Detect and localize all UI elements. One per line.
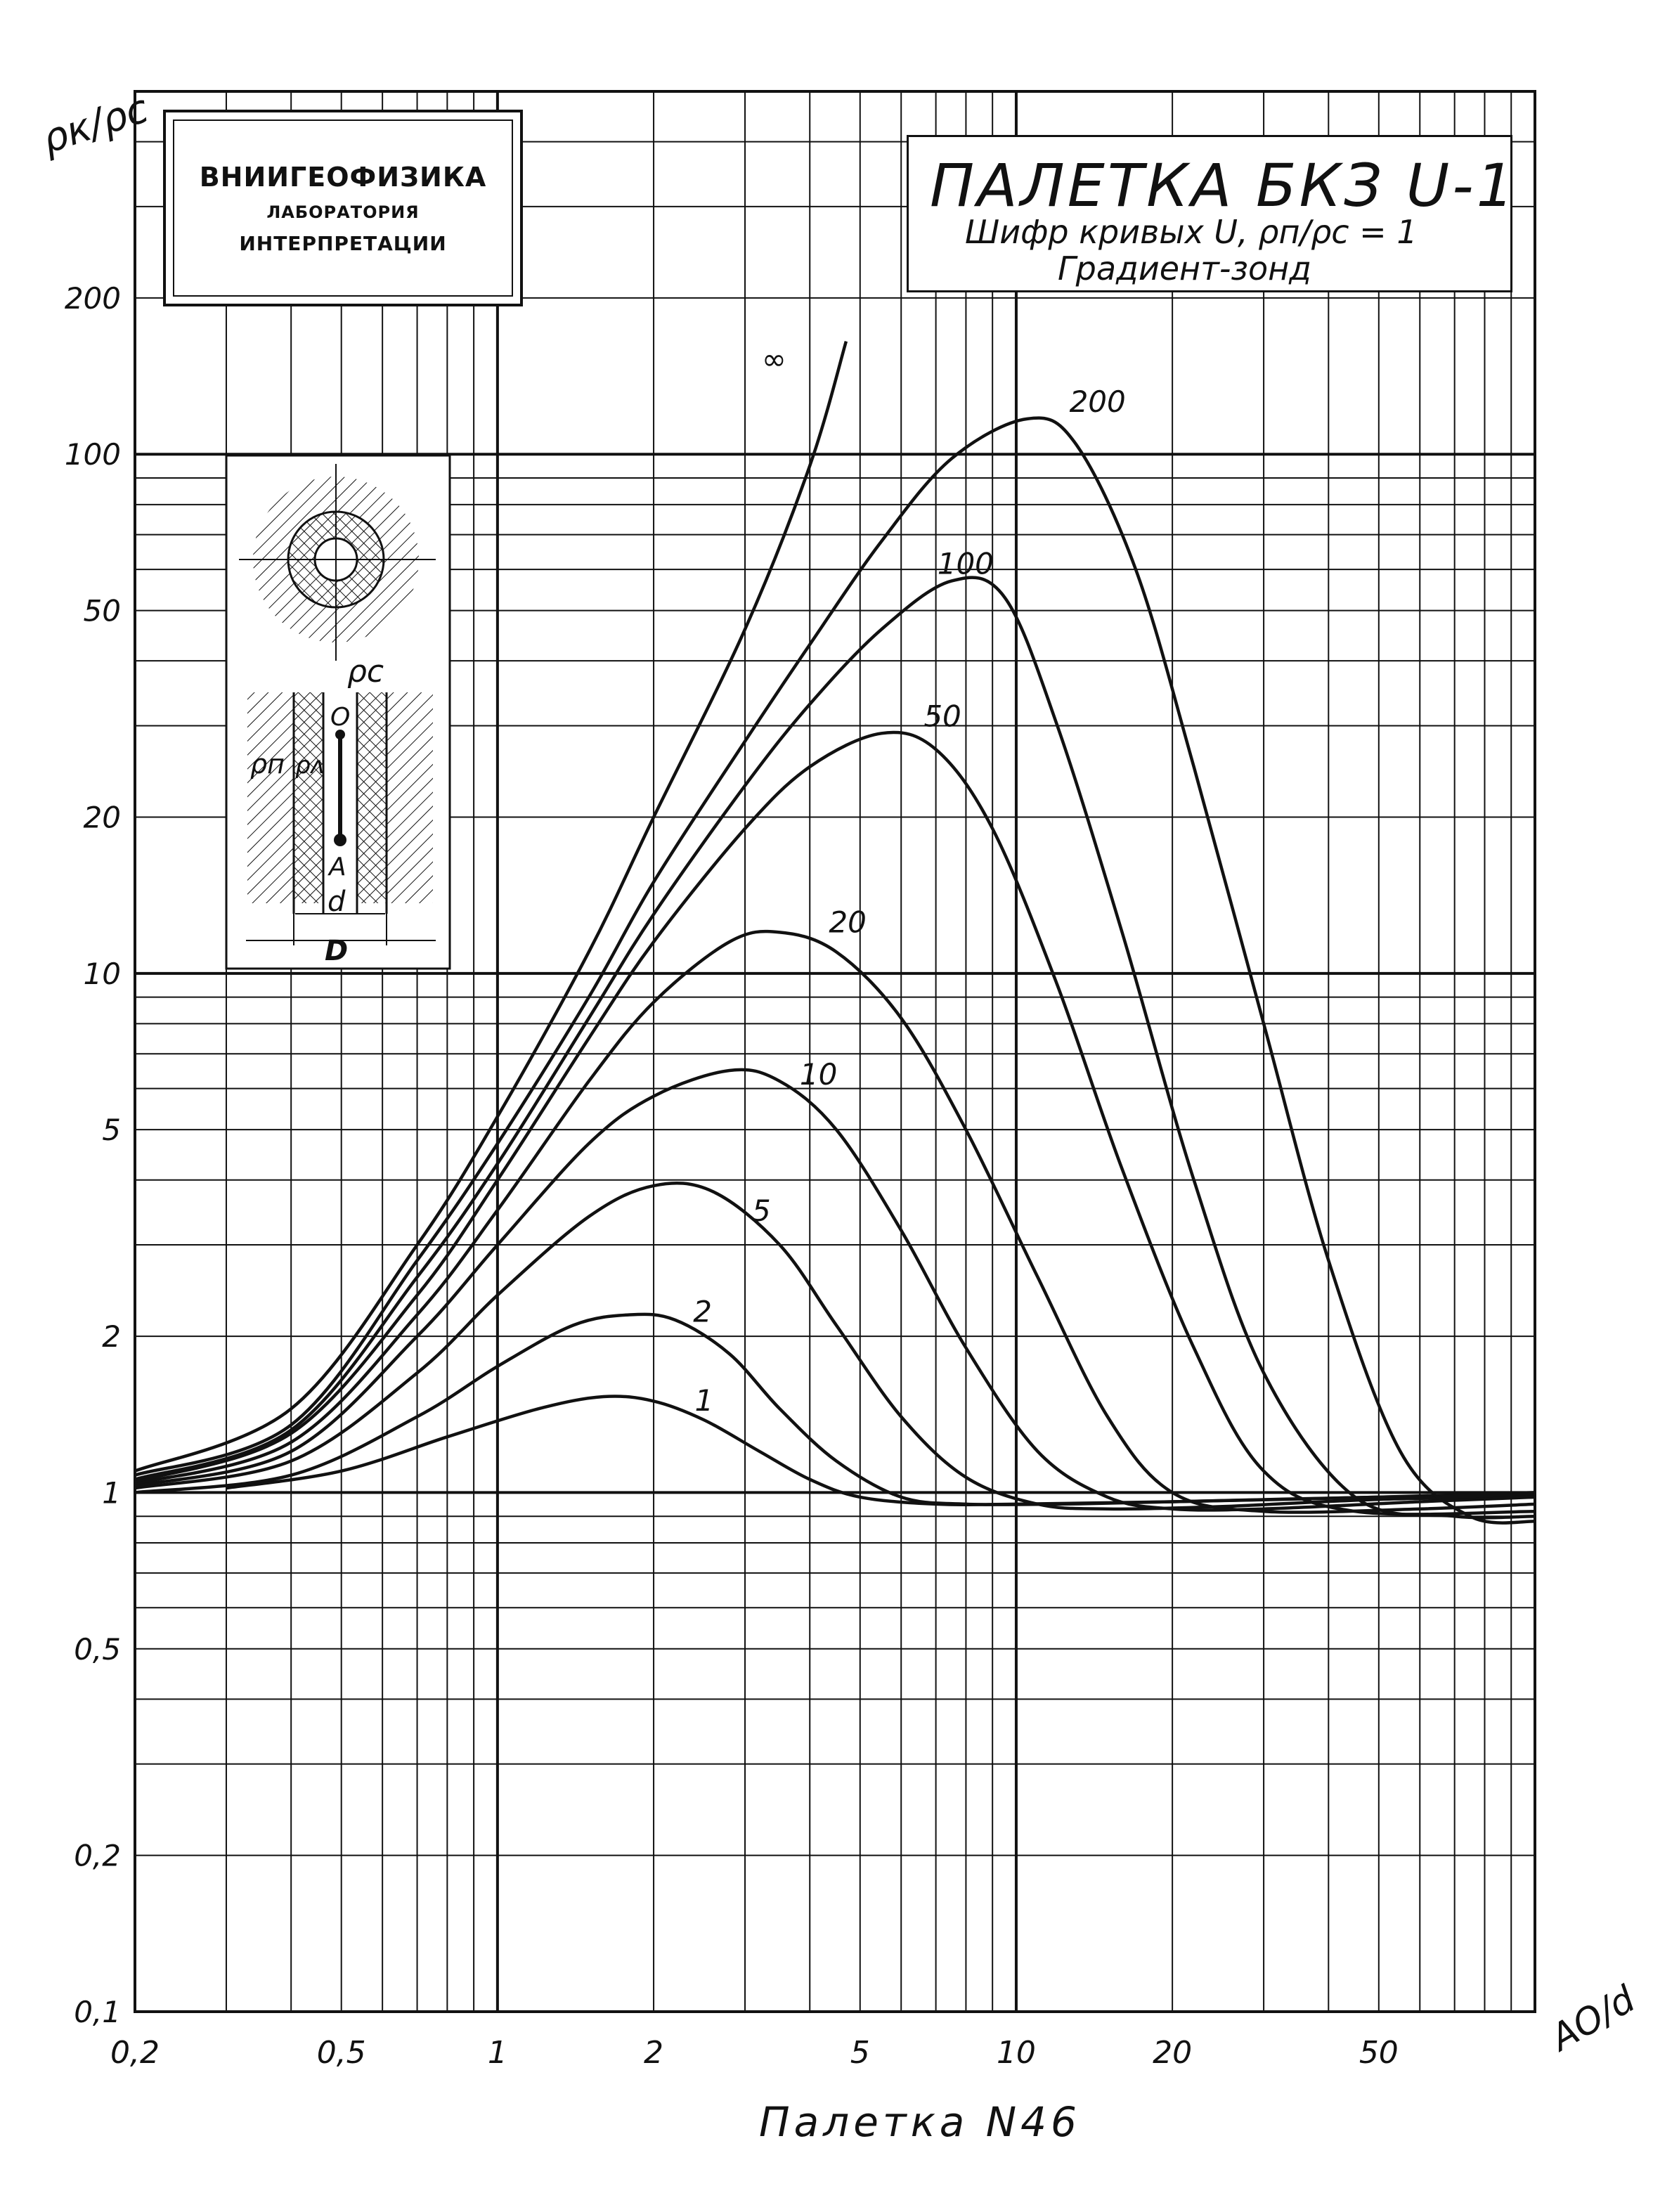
y-axis-label: ρк/ρс xyxy=(36,86,154,163)
borehole-schematic xyxy=(226,455,450,969)
curve-label-20: 20 xyxy=(829,905,867,940)
curve-label-2: 2 xyxy=(693,1294,713,1329)
y-tick-label: 0,1 xyxy=(74,1995,121,2029)
schematic-rho-p: ρп xyxy=(250,749,285,780)
x-tick-label: 20 xyxy=(1153,2035,1193,2071)
x-tick-label: 50 xyxy=(1359,2035,1399,2071)
schematic-rho-c: ρc xyxy=(347,654,384,690)
curve-20 xyxy=(135,931,1535,1512)
y-tick-label: 5 xyxy=(102,1113,121,1148)
chart-subtitle-2: Градиент-зонд xyxy=(1058,250,1311,287)
schematic-point-a: A xyxy=(329,853,346,881)
curve-label-100: 100 xyxy=(937,546,994,581)
footer-caption: Палетка N46 xyxy=(759,2098,1081,2146)
x-axis-label: AO/d xyxy=(1543,1978,1642,2059)
organization-stamp xyxy=(163,110,523,306)
x-tick-label: 1 xyxy=(487,2035,507,2071)
schematic-D: D xyxy=(325,935,349,967)
y-tick-label: 20 xyxy=(83,800,121,835)
x-tick-label: 0,5 xyxy=(316,2035,366,2071)
curve-label-∞: ∞ xyxy=(761,342,786,377)
curve-10 xyxy=(135,1070,1535,1511)
x-tick-label: 5 xyxy=(850,2035,870,2071)
org-name: ВНИИГЕОФИЗИКА xyxy=(199,161,487,193)
x-tick-label: 10 xyxy=(996,2035,1036,2071)
chart-subtitle: Шифр кривых U, ρп/ρс = 1 xyxy=(965,213,1418,251)
x-tick-label: 2 xyxy=(644,2035,664,2071)
curve-label-10: 10 xyxy=(799,1057,838,1092)
title-box xyxy=(907,135,1517,292)
y-tick-label: 0,2 xyxy=(74,1838,121,1873)
x-tick-label: 0,2 xyxy=(110,2035,160,2071)
y-tick-label: 200 xyxy=(64,280,121,316)
curve-label-1: 1 xyxy=(694,1383,714,1418)
chart-title: ПАЛЕТКА БКЗ U-1 xyxy=(930,151,1517,220)
org-lab: ЛАБОРАТОРИЯ xyxy=(266,202,420,222)
curve-label-5: 5 xyxy=(752,1193,771,1228)
y-tick-label: 2 xyxy=(102,1319,121,1354)
y-tick-label: 10 xyxy=(83,956,121,991)
schematic-point-o: O xyxy=(330,703,351,732)
schematic-rho-l: ρʌ xyxy=(295,751,325,780)
schematic-d: d xyxy=(328,886,346,918)
org-dept: ИНТЕРПРЕТАЦИИ xyxy=(239,231,447,255)
x-tick-labels xyxy=(110,2035,1399,2071)
y-tick-label: 1 xyxy=(102,1475,121,1511)
y-tick-label: 0,5 xyxy=(74,1631,121,1667)
curve-label-200: 200 xyxy=(1069,384,1126,419)
curve-label-50: 50 xyxy=(923,699,961,734)
y-tick-labels xyxy=(65,281,121,2029)
y-tick-label: 50 xyxy=(83,593,121,628)
y-tick-label: 100 xyxy=(64,437,121,472)
